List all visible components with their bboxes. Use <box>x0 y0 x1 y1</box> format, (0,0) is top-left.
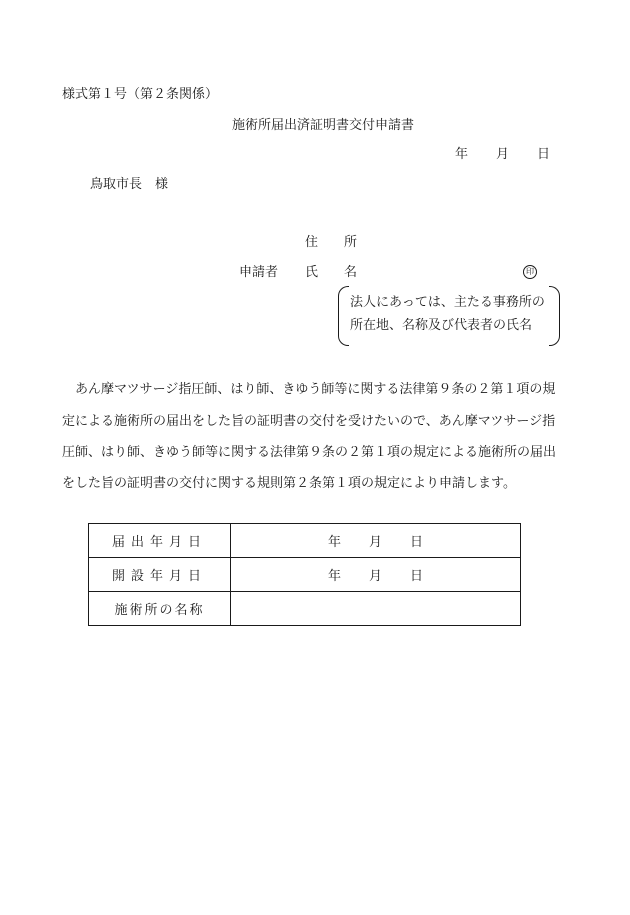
corporate-note-line-2: 所在地、名称及び代表者の氏名 <box>350 318 533 333</box>
table-row <box>89 558 521 592</box>
opening-day-label: 日 <box>410 569 424 584</box>
applicant-label: 申請者 <box>239 265 279 280</box>
left-bracket <box>338 286 349 346</box>
body-line-3: 圧師、はり師、きゆう師等に関する法律第９条の２第１項の規定による施術所の届出 <box>62 445 557 460</box>
notification-day-label: 日 <box>410 535 424 550</box>
right-bracket <box>549 286 560 346</box>
document-title: 施術所届出済証明書交付申請書 <box>231 118 414 133</box>
corporate-note <box>338 286 560 346</box>
body-line-2: 定による施術所の届出をした旨の証明書の交付を受けたいので、あん摩マツサージ指 <box>62 414 556 429</box>
notification-month-label: 月 <box>368 535 382 550</box>
form-number: 様式第１号（第２条関係） <box>62 87 219 102</box>
notification-date-label: 届出年月日 <box>89 524 231 558</box>
body-line-4: をした旨の証明書の交付に関する規則第２条第１項の規定により申請します。 <box>62 476 516 491</box>
table-row <box>89 592 521 626</box>
date-month-label: 月 <box>496 147 510 162</box>
name-label: 氏名 <box>305 265 384 280</box>
opening-date-field[interactable] <box>231 558 521 592</box>
address-label: 住所 <box>305 235 384 250</box>
notification-year-label: 年 <box>327 535 341 550</box>
opening-date-label: 開設年月日 <box>89 558 231 592</box>
date-year-label: 年 <box>455 147 469 162</box>
facility-name-label: 施術所の名称 <box>89 592 231 626</box>
date-day-label: 日 <box>537 147 551 162</box>
notification-date-field[interactable] <box>231 524 521 558</box>
opening-year-label: 年 <box>327 569 341 584</box>
facility-name-field[interactable] <box>231 592 521 626</box>
opening-month-label: 月 <box>368 569 382 584</box>
info-table <box>88 523 521 626</box>
addressee: 鳥取市長 様 <box>90 177 169 192</box>
application-date <box>455 148 550 161</box>
corporate-note-line-1: 法人にあっては、主たる事務所の <box>350 295 545 310</box>
table-row <box>89 524 521 558</box>
body-line-1: あん摩マツサージ指圧師、はり師、きゆう師等に関する法律第９条の２第１項の規 <box>75 382 556 397</box>
seal-mark-icon: 印 <box>523 265 537 279</box>
